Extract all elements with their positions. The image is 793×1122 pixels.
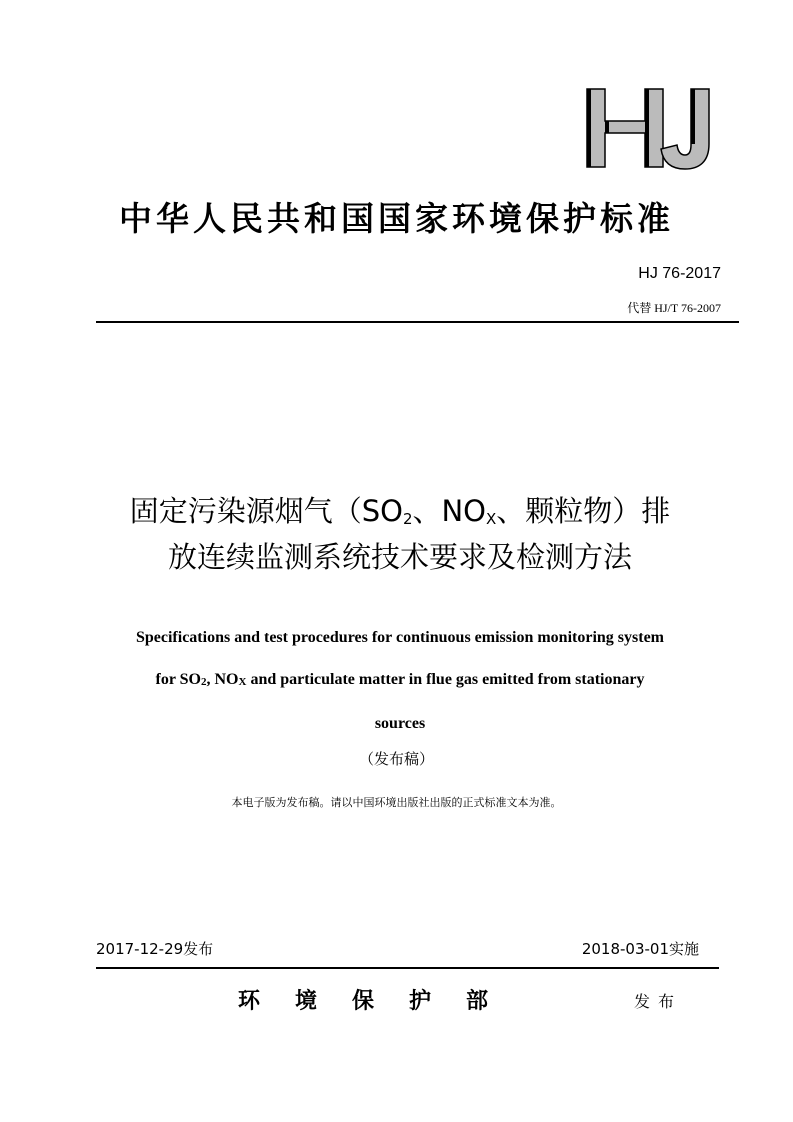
title-en-line-1: Specifications and test procedures for continuous emission monitoring system	[135, 629, 664, 646]
title-text: , NO	[206, 671, 239, 688]
title-english	[60, 617, 740, 745]
title-text: 、NO	[412, 494, 487, 528]
title-en-line-2	[60, 659, 740, 703]
divider	[96, 321, 739, 323]
title-chinese	[60, 492, 740, 576]
replaces-standard: 代替 HJ/T 76-2007	[627, 301, 721, 315]
publish-date: 2017-12-29发布	[96, 940, 214, 958]
title-text: for SO	[155, 671, 201, 688]
subscript: X	[238, 676, 247, 688]
draft-label: （发布稿）	[358, 750, 434, 768]
standard-code: HJ 76-2017	[638, 265, 721, 282]
organization-heading: 中华人民共和国国家环境保护标准	[119, 199, 674, 238]
title-text: 固定污染源烟气（SO	[129, 494, 403, 528]
title-line-2: 放连续监测系统技术要求及检测方法	[167, 540, 632, 574]
divider	[96, 967, 719, 969]
title-line-1	[60, 492, 740, 538]
subscript: 2	[201, 676, 207, 688]
implement-date: 2018-03-01实施	[581, 940, 699, 958]
edition-note: 本电子版为发布稿。请以中国环境出版社出版的正式标准文本为准。	[231, 796, 562, 809]
title-en-line-3: sources	[374, 715, 426, 732]
subscript: 2	[402, 510, 413, 528]
ministry-name: 环境保护部	[238, 989, 524, 1014]
hj-logo	[583, 85, 723, 171]
subscript: X	[486, 510, 497, 528]
title-text: 、颗粒物）排	[496, 494, 671, 528]
title-text: and particulate matter in flue gas emitted from stationary	[246, 671, 645, 688]
issue-label: 发布	[634, 992, 683, 1011]
